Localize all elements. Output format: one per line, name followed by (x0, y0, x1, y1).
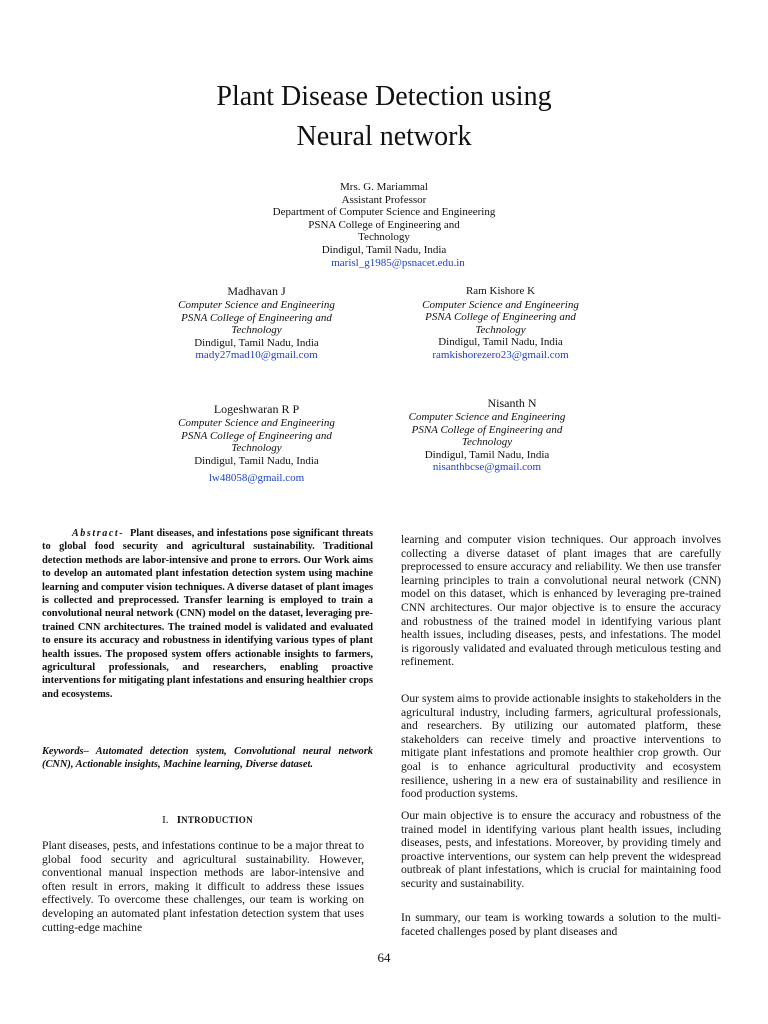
author-card-logeshwaran (154, 402, 359, 485)
author-name: Ram Kishore K (465, 285, 536, 297)
author-college: PSNA College of Engineering and (425, 311, 576, 324)
main-author-block (234, 181, 534, 269)
author-email[interactable]: mady27mad10@gmail.com (195, 349, 318, 362)
author-college-cont: Technology (461, 436, 513, 449)
main-author-college: PSNA College of Engineering and (308, 218, 460, 231)
author-location: Dindigul, Tamil Nadu, India (194, 336, 319, 349)
author-college-cont: Technology (231, 442, 282, 455)
author-email[interactable]: ramkishorezero23@gmail.com (432, 348, 569, 361)
main-author-college-cont: Technology (358, 231, 410, 244)
main-author-email[interactable]: marisl_g1985@psnacet.edu.in (331, 256, 465, 269)
author-email[interactable]: lw48058@gmail.com (208, 472, 305, 485)
main-author-location: Dindigul, Tamil Nadu, India (321, 243, 447, 256)
author-location: Dindigul, Tamil Nadu, India (438, 336, 563, 349)
section-number: I. (162, 814, 169, 826)
author-department: Computer Science and Engineering (178, 299, 335, 311)
right-paragraph-1: learning and computer vision techniques. Our approach involves collecting a diverse dataset of plant images that are carefully preprocessed to ensure accuracy and reliability. We then use transfer learning principles to train a convolutional neural network (CNN) model on this dataset, which is enhanced by leveraging pre-trained CNN architectures. Our major objective is to ensure the accuracy and robustness of the trained model in identifying various plant health issues, including diseases, pests, and infestations. The model is rigorously validated and evaluated through meticulous testing and refinement. (401, 533, 721, 669)
keywords-label: Keywords– (42, 746, 89, 757)
main-author-department: Department of Computer Science and Engineering (272, 206, 496, 219)
page-number: 64 (377, 950, 391, 965)
author-college: PSNA College of Engineering and (181, 311, 332, 324)
author-college-cont: Technology (231, 324, 282, 337)
author-card-nisanth (382, 396, 592, 474)
author-department: Computer Science and Engineering (178, 417, 335, 429)
author-college-cont: Technology (475, 323, 526, 336)
abstract-label: Abstract- (72, 528, 125, 539)
main-author-title: Assistant Professor (341, 193, 427, 206)
author-card-madhavan (154, 284, 359, 362)
author-name: Nisanth N (487, 396, 537, 410)
paper-title-line-2: Neural network (296, 121, 472, 152)
author-college: PSNA College of Engineering and (181, 429, 332, 442)
author-name: Madhavan J (227, 284, 286, 298)
author-email[interactable]: nisanthbcse@gmail.com (432, 461, 542, 474)
abstract-text: Plant diseases, and infestations pose significant threats to global food security and agricultural sustainability. Traditional detection methods are labor-intensive and prone to errors. Our Work aims to develop an automated plant infestation detection system using machine learning and computer vision techniques. A diverse dataset of plant images is collected and preprocessed. Transfer learning is employed to train a convolutional neural network (CNN) model on the dataset, leveraging pre-trained CNN architectures. The trained model is validated and evaluated to ensure its accuracy and robustness in identifying various types of plant health issues. The proposed system offers actionable insights to farmers, agricultural professionals, and researchers, enabling proactive interventions for mitigating plant infestations and ensuring healthier crops and ecosystems. (42, 528, 373, 700)
author-card-ram-kishore (398, 285, 603, 362)
right-paragraph-2: Our system aims to provide actionable insights to stakeholders in the agricultural industry, including farmers, agricultural professionals, and researchers. By utilizing our automated platform, these stakeholders can receive timely and proactive interventions to mitigate plant infestations and promote healthier crop growth. Our goal is to enhance agricultural productivity and ecosystem resilience, ushering in a new era of sustainability and resilience in food production systems. (401, 692, 721, 801)
keywords-text: Automated detection system, Convolutional neural network (CNN), Actionable insights, Machine learning, Diverse dataset. (42, 746, 373, 771)
author-department: Computer Science and Engineering (422, 298, 579, 311)
author-college: PSNA College of Engineering and (411, 423, 563, 436)
section-heading-introduction (42, 814, 373, 826)
abstract-paragraph (42, 527, 373, 701)
main-author-name: Mrs. G. Mariammal (340, 181, 428, 193)
author-location: Dindigul, Tamil Nadu, India (194, 454, 319, 467)
keywords-paragraph (42, 745, 373, 772)
author-name: Logeshwaran R P (213, 402, 300, 416)
section-title-initial: I (176, 814, 182, 826)
section-title-rest: NTRODUCTION (181, 815, 253, 825)
intro-paragraph-left: Plant diseases, pests, and infestations continue to be a major threat to global food security and agricultural sustainability. However, conventional manual inspection methods are labor-intensive and often result in errors, making it difficult to address these issues effectively. To overcome these challenges, our team is working on developing an automated plant infestation detection system that uses cutting-edge machine (42, 839, 364, 934)
author-location: Dindigul, Tamil Nadu, India (424, 448, 550, 461)
paper-title-line-1: Plant Disease Detection using (216, 81, 552, 112)
author-department: Computer Science and Engineering (408, 411, 566, 423)
right-paragraph-4: In summary, our team is working towards a solution to the multi-faceted challenges posed by plant diseases and (401, 911, 721, 938)
right-paragraph-3: Our main objective is to ensure the accuracy and robustness of the trained model in identifying various plant health issues, including diseases, pests, and infestations. Moreover, by providing timely and proactive interventions, our system can help prevent the widespread outbreak of plant infestations, which is crucial for maintaining food security and sustainability. (401, 809, 721, 890)
